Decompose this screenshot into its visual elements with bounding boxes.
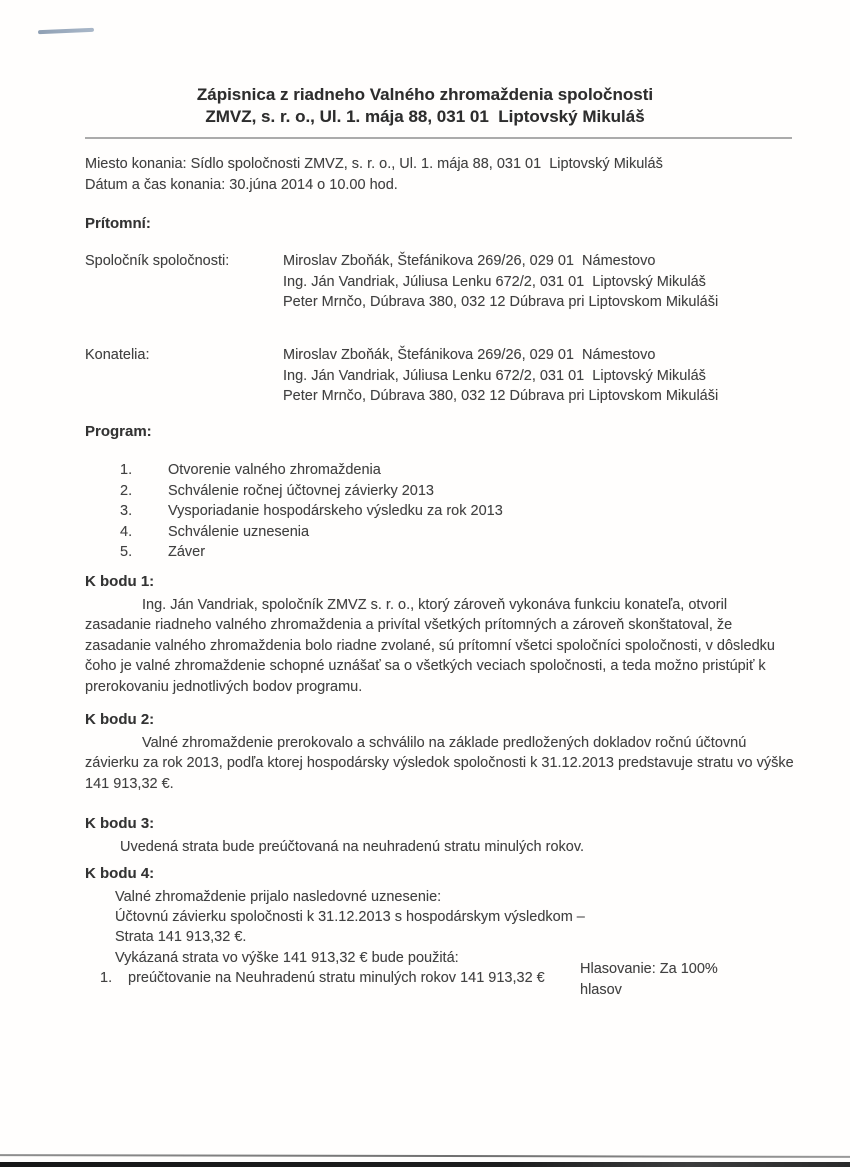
section-k-bodu-3	[85, 815, 795, 857]
resolution-lines	[115, 887, 795, 968]
resolution-line: Vykázaná strata vo výške 141 913,32 € bude použitá:	[115, 949, 459, 966]
section-body: Valné zhromaždenie prerokovalo a schválilo na základe predložených dokladov ročnú účtovnú závierku za rok 2013, podľa ktorej hospodársky výsledok spoločnosti k 31.12.2013 predstavuje stratu vo výške 141 913,32 €.	[85, 735, 798, 792]
resolution-item-text: preúčtovanie na Neuhradenú stratu minulých rokov 141 913,32 €	[128, 969, 545, 986]
program-item-text: Záver	[168, 544, 206, 560]
attendee-line: Peter Mrnčo, Dúbrava 380, 032 12 Dúbrava pri Liptovskom Mikuláši	[283, 388, 719, 404]
program-item-number: 2.	[120, 482, 133, 499]
meeting-datetime: Dátum a čas konania: 30.júna 2014 o 10.00 hod.	[85, 177, 398, 193]
program-item-text: Schválenie uznesenia	[168, 523, 310, 540]
attendee-role-label: Spoločník spoločnosti:	[85, 253, 230, 269]
resolution-item-number: 1.	[100, 969, 113, 986]
title-line-2: ZMVZ, s. r. o., Ul. 1. mája 88, 031 01 Liptovský Mikuláš	[205, 107, 645, 126]
section-k-bodu-2	[85, 711, 798, 794]
program-item	[85, 460, 503, 481]
meeting-place: Miesto konania: Sídlo spoločnosti ZMVZ, s. r. o., Ul. 1. mája 88, 031 01 Liptovský Mikuláš	[85, 156, 663, 172]
attendee-group-executives	[85, 345, 718, 407]
attendee-line: Ing. Ján Vandriak, Júliusa Lenku 672/2, 031 01 Liptovský Mikuláš	[283, 367, 706, 384]
scan-artifact-mark	[38, 28, 94, 34]
attendee-group-shareholders	[85, 251, 718, 313]
program-item	[85, 481, 503, 502]
attendee-line: Peter Mrnčo, Dúbrava 380, 032 12 Dúbrava pri Liptovskom Mikuláši	[283, 294, 719, 310]
resolution-line: Strata 141 913,32 €.	[115, 929, 247, 946]
resolution-item	[100, 968, 600, 988]
resolution-line: Valné zhromaždenie prijalo nasledovné uznesenie:	[115, 889, 442, 905]
attendee-role-label: Konatelia:	[85, 347, 150, 363]
document-title	[0, 84, 850, 128]
program-item-number: 1.	[120, 462, 133, 478]
voting-note	[580, 959, 740, 1000]
program-item-text: Vysporiadanie hospodárskeho výsledku za rok 2013	[168, 503, 503, 519]
section-heading: K bodu 1:	[85, 573, 155, 590]
program-item	[85, 542, 503, 563]
program-list	[85, 460, 503, 563]
attendee-line: Miroslav Zboňák, Štefánikova 269/26, 029 01 Námestovo	[283, 347, 656, 363]
attendee-line: Miroslav Zboňák, Štefánikova 269/26, 029 01 Námestovo	[283, 253, 656, 269]
title-line-1: Zápisnica z riadneho Valného zhromaždenia spoločnosti	[196, 85, 654, 104]
section-heading: K bodu 3:	[85, 815, 155, 832]
program-item-text: Otvorenie valného zhromaždenia	[168, 462, 381, 478]
title-divider-line	[85, 137, 792, 139]
attendee-name-list	[283, 345, 718, 407]
voting-note-line: hlasov	[580, 981, 622, 998]
program-item-number: 4.	[120, 523, 133, 540]
scan-edge-bar	[0, 1162, 850, 1167]
program-item-number: 3.	[120, 503, 133, 519]
program-item	[85, 501, 503, 522]
section-k-bodu-1	[85, 573, 795, 697]
section-body: Uvedená strata bude preúčtovaná na neuhradenú stratu minulých rokov.	[120, 839, 585, 855]
attendee-name-list	[283, 251, 718, 313]
attendees-heading: Prítomní:	[85, 215, 151, 232]
voting-note-line: Hlasovanie: Za 100%	[580, 961, 718, 977]
meeting-meta	[85, 154, 663, 196]
section-heading: K bodu 2:	[85, 711, 155, 728]
attendee-line: Ing. Ján Vandriak, Júliusa Lenku 672/2, 031 01 Liptovský Mikuláš	[283, 273, 706, 290]
scan-edge-line	[0, 1154, 850, 1158]
section-heading: K bodu 4:	[85, 865, 155, 882]
program-item-number: 5.	[120, 544, 133, 560]
section-body: Ing. Ján Vandriak, spoločník ZMVZ s. r. o., ktorý zároveň vykonáva funkciu konateľa, otvoril zasadanie riadneho valného zhromaždenia a privítal všetkých prítomných a zároveň skonštatoval, že zasadanie valného zhromaždenia bolo riadne zvolané, sú prítomní všetci spoločníci spoločnosti, v dôsledku čoho je valné zhromaždenie schopné uznášať sa o všetkých veciach spoločnosti, a teda možno pristúpiť k prerokovaniu jednotlivých bodov programu.	[85, 597, 779, 695]
program-item-text: Schválenie ročnej účtovnej závierky 2013	[168, 482, 434, 499]
program-item	[85, 522, 503, 543]
resolution-line: Účtovnú závierku spoločnosti k 31.12.2013 s hospodárskym výsledkom –	[115, 909, 585, 926]
program-heading: Program:	[85, 423, 152, 440]
